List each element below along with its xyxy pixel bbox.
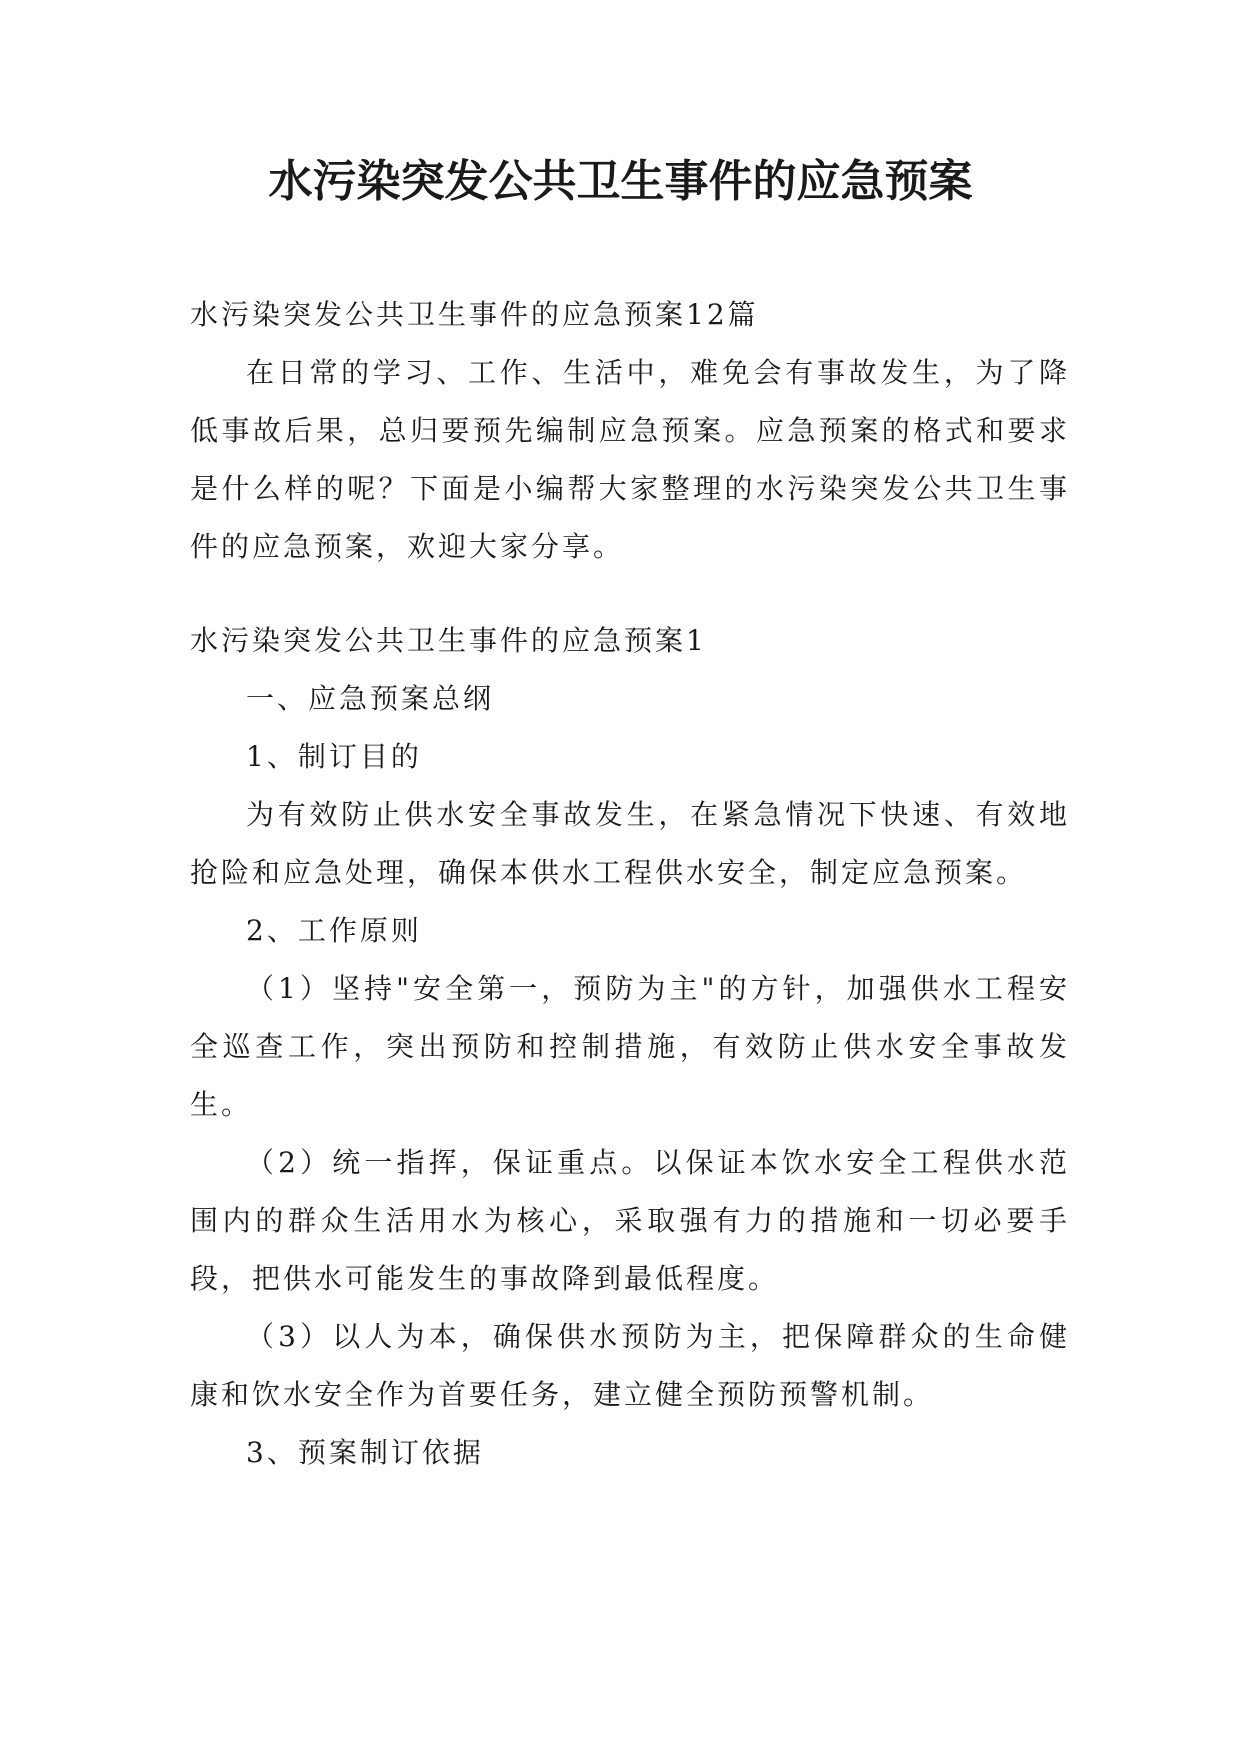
- document-title: 水污染突发公共卫生事件的应急预案: [268, 156, 973, 207]
- principle-3-paragraph: （3）以人为本，确保供水预防为主，把保障群众的生命健康和饮水安全作为首要任务，建立健全预防预警机制。: [190, 1320, 1070, 1411]
- document-body: [190, 286, 1070, 1482]
- item1-paragraph: 为有效防止供水安全事故发生，在紧急情况下快速、有效地抢险和应急处理，确保本供水工程供水安全，制定应急预案。: [190, 798, 1070, 889]
- item3-heading: 3、预案制订依据: [246, 1436, 484, 1469]
- section-heading: 水污染突发公共卫生事件的应急预案1: [190, 624, 707, 657]
- section-spacer: [190, 576, 1070, 612]
- intro-paragraph: 在日常的学习、工作、生活中，难免会有事故发生，为了降低事故后果，总归要预先编制应急预案。应急预案的格式和要求是什么样的呢？下面是小编帮大家整理的水污染突发公共卫生事件的应急预案，欢迎大家分享。: [190, 356, 1070, 563]
- document-subtitle: 水污染突发公共卫生事件的应急预案12篇: [190, 298, 759, 331]
- principle-2-paragraph: （2）统一指挥，保证重点。以保证本饮水安全工程供水范围内的群众生活用水为核心，采取强有力的措施和一切必要手段，把供水可能发生的事故降到最低程度。: [190, 1146, 1070, 1295]
- outline-heading: 一、应急预案总纲: [246, 682, 495, 715]
- item2-heading: 2、工作原则: [246, 914, 422, 947]
- item1-heading: 1、制订目的: [246, 740, 422, 773]
- principle-1-paragraph: （1）坚持"安全第一，预防为主"的方针，加强供水工程安全巡查工作，突出预防和控制措施，有效防止供水安全事故发生。: [190, 972, 1070, 1121]
